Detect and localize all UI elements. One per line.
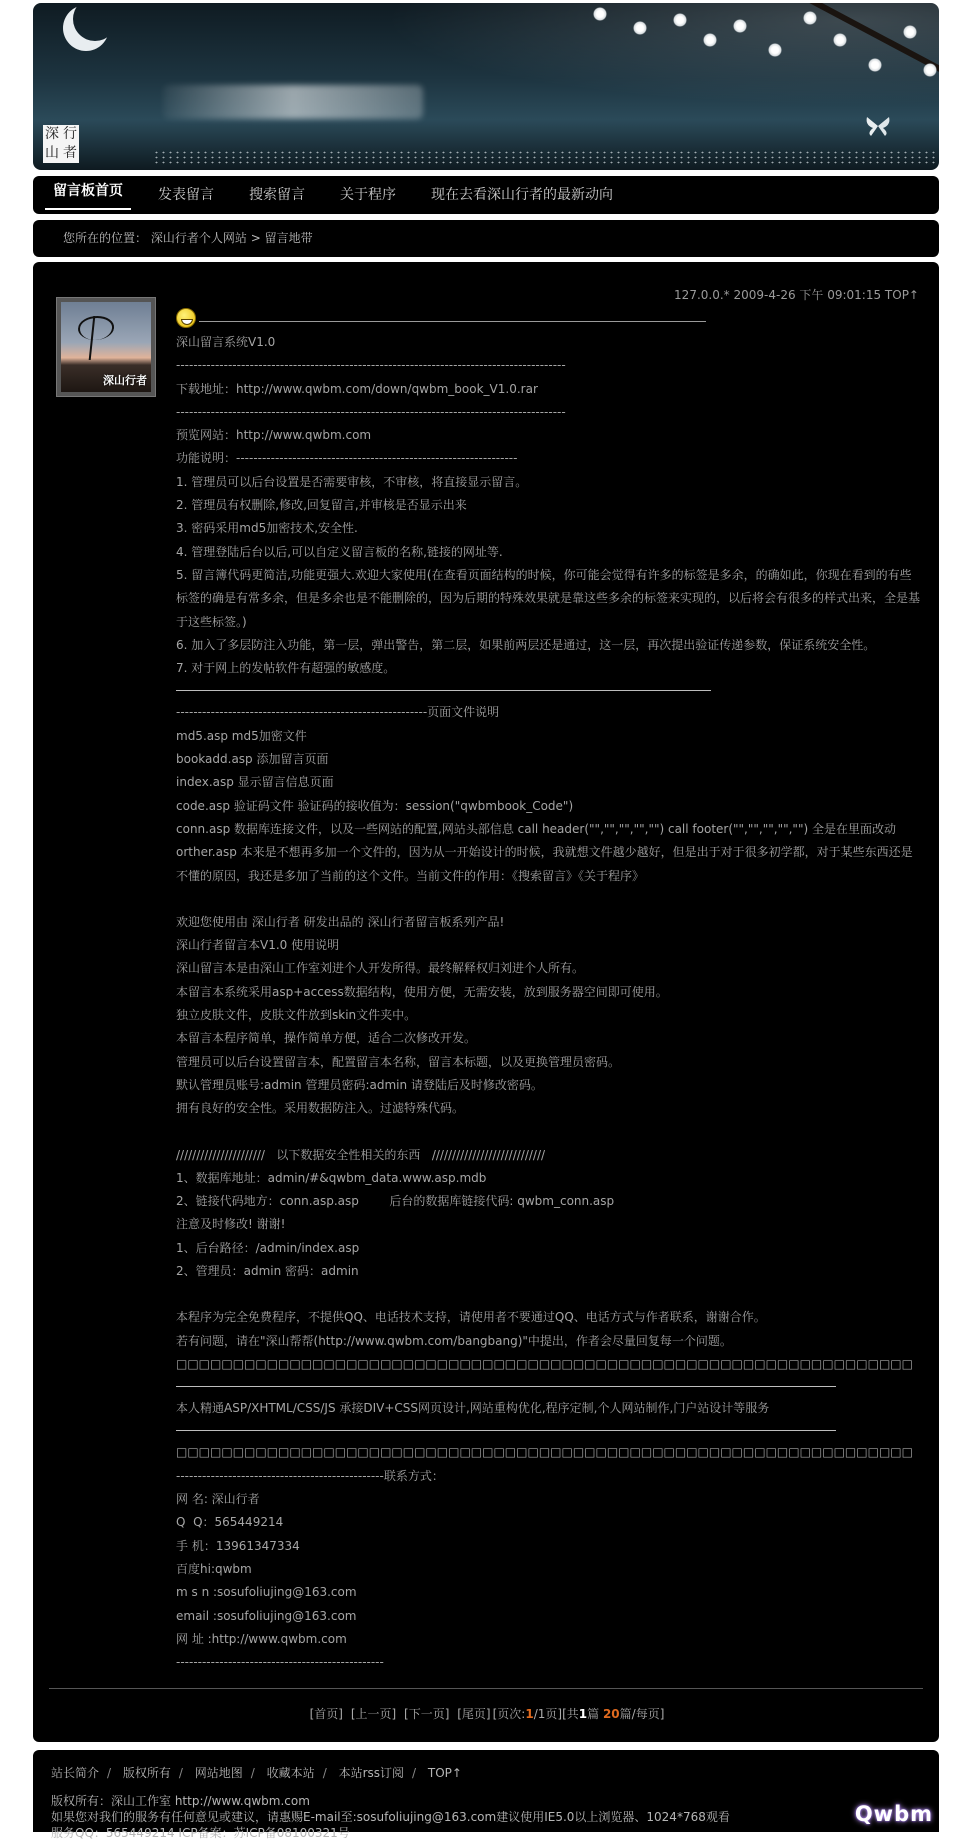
blossom — [868, 58, 882, 72]
footer-link-rss[interactable]: 本站rss订阅 — [338, 1766, 405, 1780]
butterfly-icon — [865, 115, 891, 137]
post-meta: 127.0.0.* 2009-4-26 下午 09:01:15 TOP↑ — [674, 288, 919, 302]
title-underline — [199, 321, 706, 322]
message-line: □□□□□□□□□□□□□□□□□□□□□□□□□□□□□□□□□□□□□□□□□□□□□□□□□□□□□□□□□□□□□□□□□ — [176, 1356, 913, 1371]
message-line: 3. 密码采用md5加密技术,安全性. — [176, 521, 358, 536]
message-line: ------------------------------------------------ — [176, 1655, 384, 1670]
message-line: ------------------------------------------------------------------------------------------ — [176, 404, 566, 419]
message-line: 1. 管理员可以后台设置是否需要审核，不审核，将直接显示留言。 — [176, 474, 528, 489]
feature-list — [176, 331, 921, 680]
blossom — [923, 63, 937, 77]
message-line: index.asp 显示留言信息页面 — [176, 775, 334, 790]
seal-char: 深 — [45, 126, 59, 142]
nav-item-post[interactable]: 发表留言 — [158, 187, 214, 203]
seal-char: 山 — [45, 145, 59, 161]
pager-next[interactable]: [下一页] — [404, 1707, 450, 1721]
footer-icp: 服务QQ：565449214 ICP备案：苏ICP备08100321号 — [51, 1826, 350, 1840]
moon-graphic — [73, 3, 117, 41]
message-line: 1、数据库地址：admin/#&qwbm_data.www.asp.mdb — [176, 1170, 487, 1185]
message-line: 2、管理员：admin 密码：admin — [176, 1263, 359, 1278]
pager-total-prefix: [共 — [562, 1707, 579, 1721]
message-line: orther.asp 本来是不想再多加一个文件的，因为从一开始设计的时候，我就想文件越少越好，但是出于对于很多初学都，对于某些东西还是不懂的原因，我还是多加了当前的这个文件。当前文件的作用：《搜索留言》《关于程序》 — [176, 845, 913, 883]
divider — [176, 1430, 836, 1431]
header-banner — [33, 3, 939, 170]
footer-link-top[interactable]: TOP↑ — [427, 1766, 462, 1780]
message-line: 5. 留言簿代码更简洁,功能更强大.欢迎大家使用(在查看页面结构的时候，你可能会觉得有许多的标签是多余，的确如此，你现在看到的有些标签的确是有常多余，但是多余也是不能删除的，因为后期的特殊效果就是靠这些多余的标签来实现的，以后将会有很多的样式出来，全是基于这些标签。) — [176, 567, 921, 629]
message-line — [176, 1121, 921, 1144]
blossom — [803, 11, 817, 25]
message-line: 网 址 :http://www.qwbm.com — [176, 1631, 347, 1646]
blossom — [903, 25, 917, 39]
message-line: md5.asp md5加密文件 — [176, 728, 307, 743]
message-line: 6. 加入了多层防注入功能，第一层，弹出警告，第二层，如果前两层还是通过，这一层，再次提出验证传递参数，保证系统安全性。 — [176, 637, 876, 652]
footer-link-copyright[interactable]: 版权所有 — [122, 1766, 171, 1780]
message-content — [33, 262, 939, 1742]
message-line: ------------------------------------------------联系方式： — [176, 1468, 444, 1483]
tree-graphic — [89, 316, 124, 360]
pager-page-total: /1页] — [533, 1707, 563, 1721]
message-line: 7. 对于网上的发帖软件有超强的敏感度。 — [176, 661, 396, 676]
footer-contact: 如果您对我们的服务有任何意见或建议，请惠赐E-mail至:sosufoliujing@163.com建议使用IE5.0以上浏览器、1024*768观看 — [51, 1810, 730, 1824]
footer — [33, 1750, 939, 1840]
message-line: 独立皮肤文件，皮肤文件放到skin文件夹中。 — [176, 1008, 417, 1023]
footer-link-about[interactable]: 站长简介 — [51, 1766, 100, 1780]
file-description — [176, 701, 921, 1376]
breadcrumb-current: 留言地带 — [264, 231, 313, 245]
message-line: 1、后台路径：/admin/index.asp — [176, 1240, 360, 1255]
message-line: 下载地址：http://www.qwbm.com/down/qwbm_book_V1.0.rar — [176, 381, 538, 396]
message-line: 2. 管理员有权删除,修改,回复留言,并审核是否显示出来 — [176, 498, 467, 513]
message-line: 本程序为完全免费程序，不提供QQ、电话技术支持，请使用者不要通过QQ、电话方式与作者联系，谢谢合作。 — [176, 1310, 766, 1325]
message-line: 百度hi:qwbm — [176, 1561, 252, 1576]
message-line: email :sosufoliujing@163.com — [176, 1608, 357, 1623]
blossom — [633, 21, 647, 35]
pager-total-count: 1 — [578, 1707, 588, 1721]
main-nav — [33, 176, 939, 214]
smiley-icon — [176, 308, 196, 328]
footer-nav: 站长简介 / 版权所有 / 网站地图 / 收藏本站 / 本站rss订阅 / TOP↑ — [51, 1766, 462, 1780]
message-line — [176, 1283, 921, 1306]
breadcrumb-separator: > — [250, 231, 261, 245]
pager-total-suffix: 篇 — [587, 1707, 600, 1721]
pager-per-page: 20 — [602, 1707, 620, 1721]
breadcrumb-site-link[interactable]: 深山行者个人网站 — [150, 231, 247, 245]
pager-per-page-suffix: 篇/每页] — [619, 1707, 665, 1721]
footer-info — [51, 1793, 921, 1841]
message-line: ------------------------------------------------------------------------------------------ — [176, 358, 566, 373]
message-line: 若有问题，请在"深山帮帮(http://www.qwbm.com/bangbang)"中提出，作者会尽量回复每一个问题。 — [176, 1333, 732, 1348]
message-line: 功能说明：----------------------------------------------------------------- — [176, 451, 518, 466]
message-line: conn.asp 数据库连接文件，以及一些网站的配置,网站头部信息 call header("","","","","") call footer("","","","","") 全是在里面改动 — [176, 821, 896, 836]
avatar — [56, 297, 156, 397]
message-line: 本留言本系统采用asp+access数据结构，使用方便，无需安装，放到服务器空间即可使用。 — [176, 984, 668, 999]
pager-prev[interactable]: [上一页] — [350, 1707, 397, 1721]
message-line: 管理员可以后台设置留言本，配置留言本名称，留言本标题，以及更换管理员密码。 — [176, 1054, 621, 1069]
nav-item-search[interactable]: 搜索留言 — [249, 187, 305, 203]
banner-blurred-title — [163, 85, 423, 119]
blossom — [703, 33, 717, 47]
service-line: 本人精通ASP/XHTML/CSS/JS 承接DIV+CSS网页设计,网站重构优化,程序定制,个人网站制作,门户站设计等服务 — [176, 1401, 770, 1416]
message-line: ----------------------------------------------------------页面文件说明 — [176, 705, 500, 720]
blossom — [733, 19, 747, 33]
message-line: code.asp 验证码文件 验证码的接收值为：session("qwbmbook_Code") — [176, 798, 574, 813]
message-line: 欢迎您使用由 深山行者 研发出品的 深山行者留言板系列产品! — [176, 914, 505, 929]
message-line — [176, 888, 921, 911]
message-line: 拥有良好的安全性。采用数据防注入。过滤特殊代码。 — [176, 1101, 465, 1116]
message-line: □□□□□□□□□□□□□□□□□□□□□□□□□□□□□□□□□□□□□□□□□□□□□□□□□□□□□□□□□□□□□□□□□ — [176, 1445, 913, 1460]
message-line: 网 名: 深山行者 — [176, 1492, 260, 1507]
message-line: 深山行者留言本V1.0 使用说明 — [176, 938, 340, 953]
footer-link-sitemap[interactable]: 网站地图 — [194, 1766, 243, 1780]
footer-copyright: 版权所有：深山工作室 http://www.qwbm.com — [51, 1794, 310, 1808]
star-dots — [153, 150, 939, 164]
message-body — [176, 331, 921, 1674]
pager-page-prefix: [页次: — [492, 1707, 526, 1721]
message-line: 深山留言系统V1.0 — [176, 335, 276, 349]
breadcrumb — [33, 220, 939, 257]
blossom — [833, 33, 847, 47]
message-line: ////////////////////// 以下数据安全性相关的东西 //////////////////////////// — [176, 1147, 546, 1162]
footer-link-bookmark[interactable]: 收藏本站 — [266, 1766, 315, 1780]
pager-divider — [49, 1688, 923, 1689]
blossom — [768, 43, 782, 57]
seal-char: 行 — [63, 126, 77, 142]
nav-item-about[interactable]: 关于程序 — [340, 187, 396, 203]
divider — [176, 690, 711, 691]
seal-char: 者 — [63, 145, 77, 161]
breadcrumb-prefix: 您所在的位置： — [63, 231, 148, 245]
pager-first[interactable]: [首页] — [309, 1707, 343, 1721]
message-line: 深山留言本是由深山工作室刘进个人开发所得。最终解释权归刘进个人所有。 — [176, 961, 585, 976]
contact-info — [176, 1441, 921, 1674]
message-line: 4. 管理登陆后台以后,可以自定义留言板的名称,链接的网址等. — [176, 544, 503, 559]
message-line: Q Q：565449214 — [176, 1515, 284, 1530]
blossom — [673, 13, 687, 27]
message-line: 预览网站：http://www.qwbm.com — [176, 428, 372, 443]
pager-page-current: 1 — [525, 1707, 534, 1721]
qwbm-logo: Qwbm — [854, 1802, 933, 1826]
blossom — [593, 7, 607, 21]
site-seal-logo — [43, 125, 79, 163]
message-line: m s n :sosufoliujing@163.com — [176, 1585, 357, 1600]
message-line: 默认管理员账号:admin 管理员密码:admin 请登陆后及时修改密码。 — [176, 1077, 543, 1092]
nav-item-home[interactable]: 留言板首页 — [45, 176, 131, 210]
message-line: 手 机：13961347334 — [176, 1538, 300, 1553]
message-line: 2、链接代码地方：conn.asp.asp 后台的数据库链接代码: qwbm_conn.asp — [176, 1194, 615, 1209]
blossom-branch — [769, 3, 939, 76]
message-line: bookadd.asp 添加留言页面 — [176, 752, 329, 767]
nav-item-latest[interactable]: 现在去看深山行者的最新动向 — [431, 187, 613, 203]
avatar-image — [61, 302, 151, 392]
message-line: 本留言本程序简单，操作简单方便，适合二次修改开发。 — [176, 1031, 477, 1046]
divider — [176, 1386, 836, 1387]
pagination — [33, 1705, 939, 1722]
pager-last[interactable]: [尾页] — [457, 1707, 491, 1721]
message-line: 注意及时修改! 谢谢! — [176, 1217, 286, 1232]
avatar-label: 深山行者 — [103, 374, 147, 387]
